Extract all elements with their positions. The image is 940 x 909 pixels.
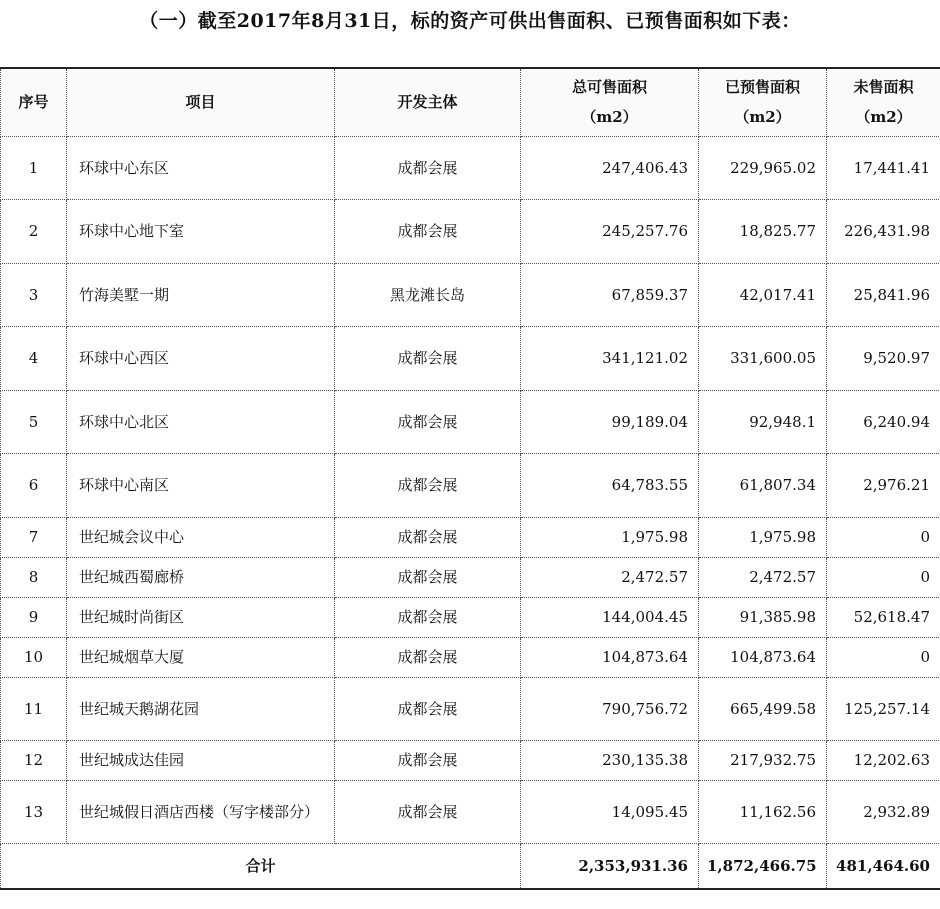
row-total-area: 99,189.04 <box>521 390 699 453</box>
row-project: 环球中心南区 <box>67 453 335 517</box>
row-developer: 成都会展 <box>335 517 521 557</box>
table-row <box>1 263 940 326</box>
header-index: 序号 <box>1 68 67 136</box>
table-row <box>1 136 940 199</box>
table-row <box>1 740 940 780</box>
row-total-area: 247,406.43 <box>521 136 699 199</box>
row-unsold-area: 9,520.97 <box>827 326 940 390</box>
table-row <box>1 453 940 517</box>
row-total-area: 230,135.38 <box>521 740 699 780</box>
table-row <box>1 326 940 390</box>
sales-area-table <box>0 67 940 890</box>
row-total-area: 790,756.72 <box>521 677 699 740</box>
table-row <box>1 517 940 557</box>
row-index: 8 <box>1 557 67 597</box>
row-index: 9 <box>1 597 67 637</box>
row-index: 10 <box>1 637 67 677</box>
table-row <box>1 637 940 677</box>
row-total-area: 341,121.02 <box>521 326 699 390</box>
row-project: 环球中心西区 <box>67 326 335 390</box>
row-project: 世纪城假日酒店西楼（写字楼部分） <box>67 780 335 843</box>
row-index: 1 <box>1 136 67 199</box>
total-sum-total-area: 2,353,931.36 <box>521 843 699 889</box>
row-project: 世纪城西蜀廊桥 <box>67 557 335 597</box>
table-row <box>1 390 940 453</box>
row-presold-area: 61,807.34 <box>699 453 827 517</box>
row-unsold-area: 6,240.94 <box>827 390 940 453</box>
row-developer: 黑龙滩长岛 <box>335 263 521 326</box>
table-row <box>1 597 940 637</box>
row-index: 11 <box>1 677 67 740</box>
row-presold-area: 217,932.75 <box>699 740 827 780</box>
row-index: 7 <box>1 517 67 557</box>
header-presold-area <box>699 68 827 136</box>
row-developer: 成都会展 <box>335 740 521 780</box>
row-project: 世纪城烟草大厦 <box>67 637 335 677</box>
row-index: 3 <box>1 263 67 326</box>
row-index: 4 <box>1 326 67 390</box>
row-total-area: 144,004.45 <box>521 597 699 637</box>
row-index: 5 <box>1 390 67 453</box>
row-unsold-area: 12,202.63 <box>827 740 940 780</box>
header-unsold-area <box>827 68 940 136</box>
table-header <box>1 68 940 136</box>
row-index: 13 <box>1 780 67 843</box>
total-sum-presold-area: 1,872,466.75 <box>699 843 827 889</box>
row-presold-area: 11,162.56 <box>699 780 827 843</box>
header-developer: 开发主体 <box>335 68 521 136</box>
row-total-area: 104,873.64 <box>521 637 699 677</box>
row-unsold-area: 125,257.14 <box>827 677 940 740</box>
row-unsold-area: 25,841.96 <box>827 263 940 326</box>
header-unsold-area-unit: （m2） <box>855 108 912 127</box>
row-presold-area: 104,873.64 <box>699 637 827 677</box>
row-project: 环球中心东区 <box>67 136 335 199</box>
header-presold-area-unit: （m2） <box>734 108 791 127</box>
header-total-area <box>521 68 699 136</box>
row-unsold-area: 226,431.98 <box>827 199 940 263</box>
row-total-area: 2,472.57 <box>521 557 699 597</box>
table-row <box>1 780 940 843</box>
row-presold-area: 18,825.77 <box>699 199 827 263</box>
row-presold-area: 331,600.05 <box>699 326 827 390</box>
row-developer: 成都会展 <box>335 199 521 263</box>
row-total-area: 64,783.55 <box>521 453 699 517</box>
row-presold-area: 42,017.41 <box>699 263 827 326</box>
table-row <box>1 199 940 263</box>
row-developer: 成都会展 <box>335 453 521 517</box>
row-developer: 成都会展 <box>335 597 521 637</box>
row-developer: 成都会展 <box>335 326 521 390</box>
table-body <box>1 136 940 843</box>
row-developer: 成都会展 <box>335 780 521 843</box>
row-presold-area: 1,975.98 <box>699 517 827 557</box>
row-unsold-area: 17,441.41 <box>827 136 940 199</box>
header-unsold-area-label: 未售面积 <box>853 78 914 97</box>
row-project: 世纪城会议中心 <box>67 517 335 557</box>
total-label: 合计 <box>1 843 521 889</box>
row-developer: 成都会展 <box>335 557 521 597</box>
header-total-area-unit: （m2） <box>581 108 638 127</box>
row-project: 环球中心地下室 <box>67 199 335 263</box>
row-unsold-area: 2,932.89 <box>827 780 940 843</box>
row-unsold-area: 0 <box>827 517 940 557</box>
total-row <box>1 843 940 889</box>
row-index: 6 <box>1 453 67 517</box>
header-total-area-label: 总可售面积 <box>571 78 647 97</box>
row-unsold-area: 0 <box>827 637 940 677</box>
row-project: 环球中心北区 <box>67 390 335 453</box>
row-total-area: 1,975.98 <box>521 517 699 557</box>
document-heading: （一）截至2017年8月31日，标的资产可供出售面积、已预售面积如下表： <box>139 10 801 32</box>
row-index: 2 <box>1 199 67 263</box>
row-developer: 成都会展 <box>335 136 521 199</box>
row-presold-area: 2,472.57 <box>699 557 827 597</box>
row-project: 世纪城成达佳园 <box>67 740 335 780</box>
row-presold-area: 229,965.02 <box>699 136 827 199</box>
row-project: 世纪城天鹅湖花园 <box>67 677 335 740</box>
row-index: 12 <box>1 740 67 780</box>
row-project: 世纪城时尚街区 <box>67 597 335 637</box>
row-presold-area: 91,385.98 <box>699 597 827 637</box>
table-row <box>1 677 940 740</box>
row-unsold-area: 0 <box>827 557 940 597</box>
row-presold-area: 92,948.1 <box>699 390 827 453</box>
header-presold-area-label: 已预售面积 <box>724 78 800 97</box>
row-unsold-area: 2,976.21 <box>827 453 940 517</box>
row-presold-area: 665,499.58 <box>699 677 827 740</box>
row-developer: 成都会展 <box>335 390 521 453</box>
row-total-area: 245,257.76 <box>521 199 699 263</box>
row-developer: 成都会展 <box>335 637 521 677</box>
row-total-area: 14,095.45 <box>521 780 699 843</box>
table-footer <box>1 843 940 889</box>
row-project: 竹海美墅一期 <box>67 263 335 326</box>
row-total-area: 67,859.37 <box>521 263 699 326</box>
row-unsold-area: 52,618.47 <box>827 597 940 637</box>
total-sum-unsold-area: 481,464.60 <box>827 843 940 889</box>
header-project: 项目 <box>67 68 335 136</box>
row-developer: 成都会展 <box>335 677 521 740</box>
table-row <box>1 557 940 597</box>
